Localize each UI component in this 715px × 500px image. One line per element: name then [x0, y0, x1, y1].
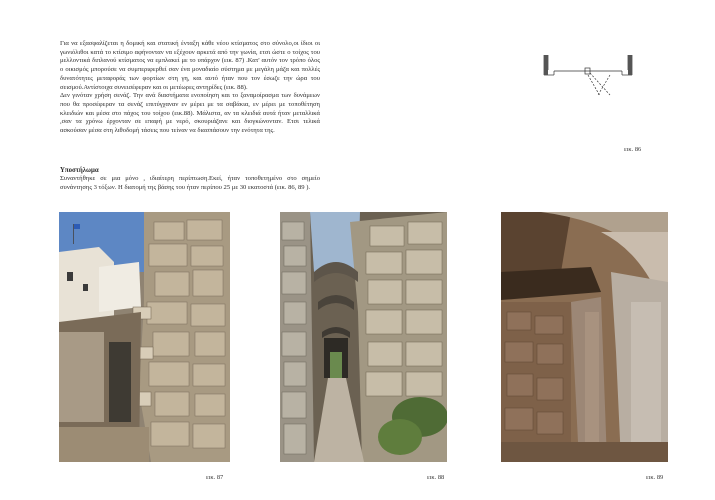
- paragraph: Δεν γινόταν χρήση σενάζ. Την ανά διαστήματα ενοποίηση και το ξαναμοίρασμα των δυνάμεων που θα προσέφεραν τα σενάζ επιτύγχαναν εν μέρει με τα σαβάκια, εν μέρει με τοποθέτηση κλειδιών και μέσα στο πάχος του τοίχου (εικ.88). Μάλιστα, αν τα κλειδιά αυτά ήταν μεταλλικά ,σαν τα χρόνω έρχονταν σε επαφή με νερό, σκουριάζανε και διογκώνονταν. Ετσι τελικά ασκούσαν μέσα στη λιθοδομή τάσεις που τείναν να διασπάσουν την ενότητα της.: [60, 92, 320, 135]
- figure-86-caption: εικ. 86: [624, 146, 642, 153]
- figure-88-caption: εικ. 88: [427, 474, 445, 481]
- paragraph: Για να εξασφαλίζεται η δομική και στατική ένταξη κάθε νέου κτίσματος στο σύνολο,οι ίδιοι οι γωνιόλιθοι κατά το κτίσιμο αφήνονταν να εξέχουν αρκετά από την γωνία, ετσι ώστε ο τοίχος του μελλοντικά διπλανού κτίσματος να εμπλακεί με το υπάρχον (εικ. 87) .Κατ' αυτόν τον τρόπο όλος ο οικισμός μπορούσε να συμπεριφερθεί σαν ένα μοναδιαίο σύστημα με μεγάλη μάζα και πολλές δυνατότητες μεταφοράς των φορτίων στη γη, και αυτό ήταν που τον έσωζε την ώρα του σεισμού.Αντίστοιχα συνεισέφεραν και οι μετέωρες αντηρίδες (εικ. 88).: [60, 40, 320, 91]
- figure-87-caption: εικ. 87: [206, 474, 224, 481]
- section-support-pillar: [60, 166, 320, 192]
- body-text: [60, 40, 320, 136]
- figure-86-drawing: [540, 53, 635, 98]
- figure-88-photo: [280, 212, 447, 462]
- figure-89-caption: εικ. 89: [646, 474, 664, 481]
- figure-89-photo: [501, 212, 668, 462]
- section-heading: Υποστήλωμα: [60, 167, 99, 174]
- section-body: Συναντήθηκε σε μια μόνο , ιδιαίτερη περίπτωση.Εκεί, ήταν τοποθετημένο στο σημείο συνάντησης 3 τόξων. Η διατομή της βάσης του ήταν περίπου 25 με 30 εκατοστά (εικ. 86, 89 ).: [60, 175, 320, 191]
- figure-87-photo: [59, 212, 230, 462]
